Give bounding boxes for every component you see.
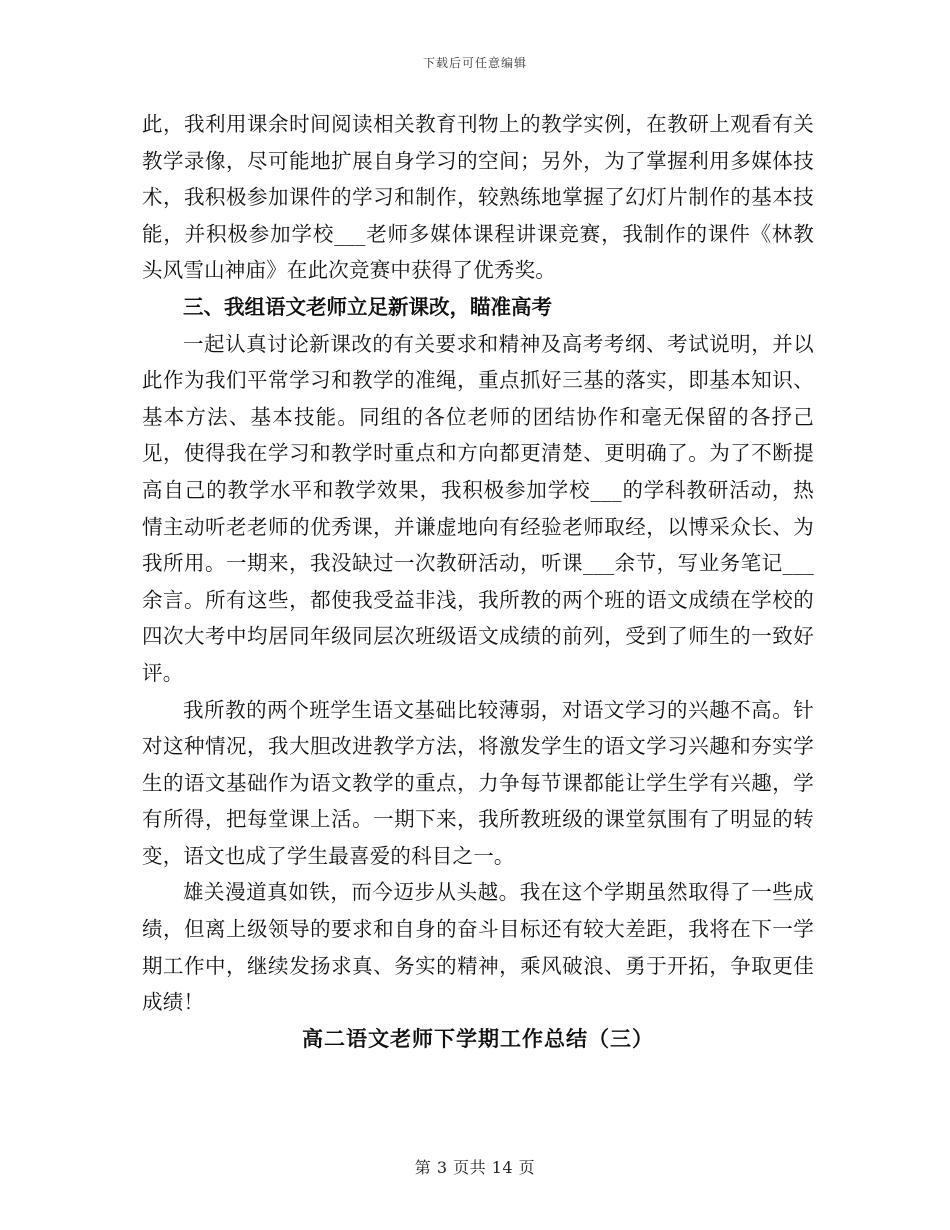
next-chapter-title: 高二语文老师下学期工作总结（三） — [302, 1025, 654, 1051]
header-note: 下载后可任意编辑 — [422, 56, 527, 70]
paragraph-section3: 一起认真讨论新课改的有关要求和精神及高考考纲、考试说明，并以此作为我们平常学习和教学的准绳，重点抓好三基的落实，即基本知识、基本方法、基本技能。同组的各位老师的团结协作和毫无保留的各抒己见，使得我在学习和教学时重点和方向都更清楚、更明确了。为了不断提高自己的教学水平和教学效果，我积极参加学校___的学科教研活动，热情主动听老老师的优秀课，并谦虚地向有经验老师取经，以博采众长、为我所用。一期来，我没缺过一次教研活动，听课___余节，写业务笔记___余言。所有这些，都使我受益非浅，我所教的两个班的语文成绩在学校的四次大考中均居同年级同层次班级语文成绩的前列，受到了师生的一致好评。 — [142, 331, 814, 685]
paragraph-closing: 雄关漫道真如铁，而今迈步从头越。我在这个学期虽然取得了一些成绩，但离上级领导的要求和自身的奋斗目标还有较大差距，我将在下一学期工作中，继续发扬求真、务实的精神，乘风破浪、勇于开拓，争取更佳成绩！ — [142, 880, 814, 1015]
paragraph-continued: 此，我利用课余时间阅读相关教育刊物上的教学实例，在教研上观看有关教学录像，尽可能地扩展自身学习的空间；另外，为了掌握利用多媒体技术，我积极参加课件的学习和制作，较熟练地掌握了幻灯片制作的基本技能，并积极参加学校___老师多媒体课程讲课竞赛，我制作的课件《林教头风雪山神庙》在此次竞赛中获得了优秀奖。 — [142, 112, 814, 283]
section-heading: 三、我组语文老师立足新课改，瞄准高考 — [183, 294, 552, 319]
paragraph-students: 我所教的两个班学生语文基础比较薄弱，对语文学习的兴趣不高。针对这种情况，我大胆改进教学方法，将激发学生的语文学习兴趣和夯实学生的语文基础作为语文教学的重点，力争每节课都能让学生学有兴趣，学有所得，把每堂课上活。一期下来，我所教班级的课堂氛围有了明显的转变，语文也成了学生最喜爱的科目之一。 — [142, 697, 814, 868]
document-body — [142, 106, 814, 1057]
page-number: 第 3 页共 14 页 — [414, 1158, 536, 1177]
